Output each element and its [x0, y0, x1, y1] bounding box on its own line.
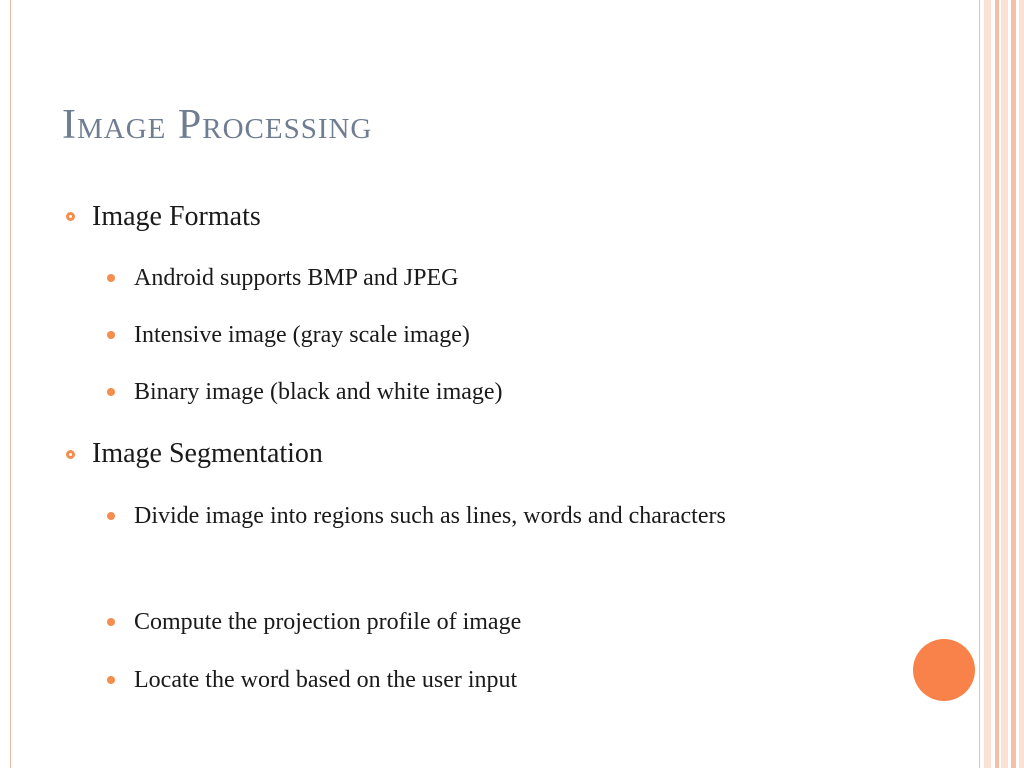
frame-stripe — [979, 0, 980, 768]
dot-bullet-icon — [107, 676, 115, 684]
bullet-image-segmentation: Image Segmentation — [92, 438, 323, 469]
sub-bullet: Intensive image (gray scale image) — [134, 322, 470, 348]
frame-stripe — [984, 0, 991, 768]
sub-bullet: Compute the projection profile of image — [134, 609, 522, 635]
bullet-image-formats: Image Formats — [92, 201, 261, 232]
slide-title: Image Processing — [62, 102, 373, 148]
sub-bullet: Locate the word based on the user input — [134, 667, 518, 693]
sub-bullet: Divide image into regions such as lines, words and characters — [134, 503, 726, 529]
decorative-circle — [913, 639, 975, 701]
frame-stripe — [995, 0, 999, 768]
dot-bullet-icon — [107, 512, 115, 520]
dot-bullet-icon — [107, 618, 115, 626]
frame-left-line — [10, 0, 11, 768]
frame-stripe — [1001, 0, 1008, 768]
frame-stripe — [1019, 0, 1024, 768]
dot-bullet-icon — [107, 331, 115, 339]
sub-bullet: Android supports BMP and JPEG — [134, 265, 459, 291]
dot-bullet-icon — [107, 274, 115, 282]
ring-bullet-icon — [66, 212, 75, 221]
ring-bullet-icon — [66, 450, 75, 459]
sub-bullet: Binary image (black and white image) — [134, 379, 503, 405]
dot-bullet-icon — [107, 388, 115, 396]
frame-right-stripes — [979, 0, 1024, 768]
frame-stripe — [1011, 0, 1016, 768]
